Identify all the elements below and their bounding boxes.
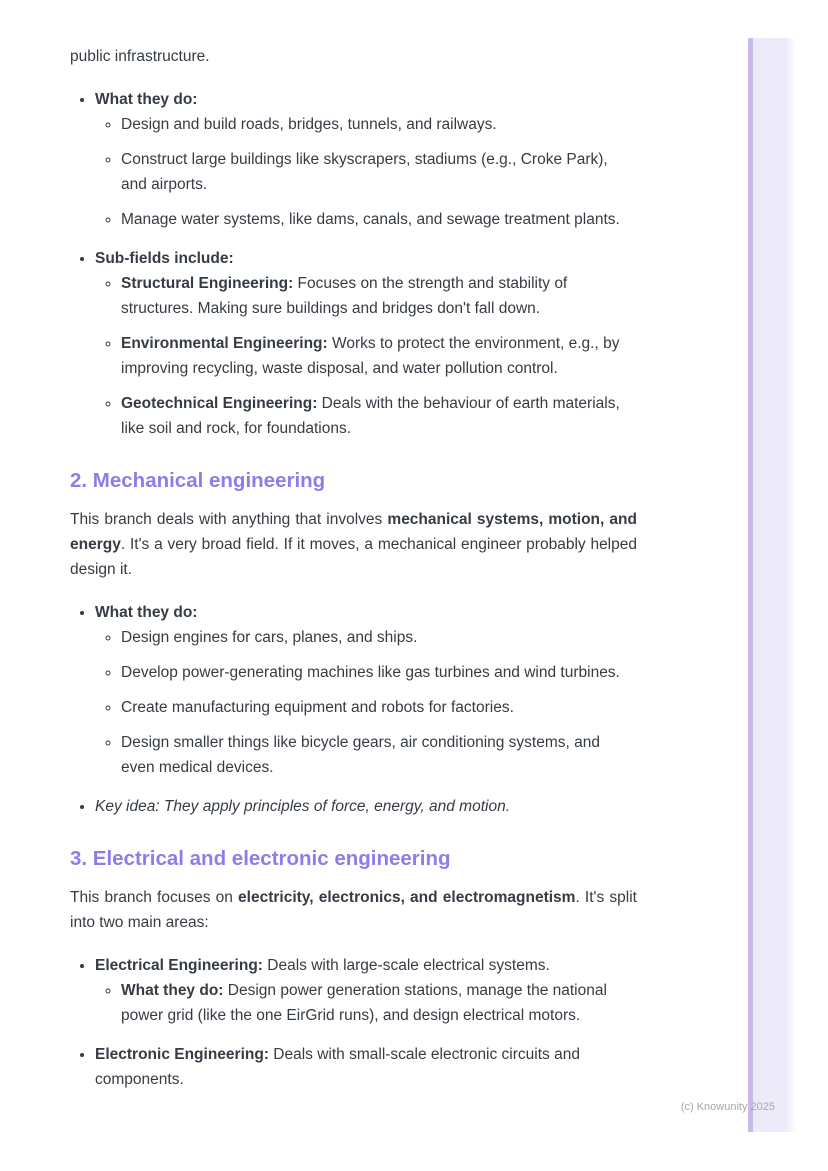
page-content [70,44,637,1118]
list-item-subfields [95,246,637,441]
section-heading-mechanical: 2. Mechanical engineering [70,469,326,492]
list-item [121,391,637,441]
intro-paragraph-fragment: public infrastructure. [70,48,210,65]
term-label: Structural Engineering: [121,275,294,292]
page-edge-panel [753,38,795,1132]
paragraph-text: . It's split into two main areas: [70,889,637,931]
paragraph-text: . It's a very broad field. If it moves, a mechanical engineer probably helped design it. [70,536,637,578]
list-item-text: Develop power-generating machines like gas turbines and wind turbines. [121,664,620,681]
term-definition: Design power generation stations, manage the national power grid (like the one EirGrid runs), and design electrical motors. [121,982,607,1024]
term-definition: Focuses on the strength and stability of structures. Making sure buildings and bridges don't fall down. [121,275,568,317]
electrical-engineering-list [70,953,637,1092]
subfields-sublist [95,271,637,441]
list-label: What they do: [95,604,198,621]
list-item-text: Design engines for cars, planes, and ships. [121,629,418,646]
list-item [121,730,637,780]
list-item-electronic [95,1042,637,1092]
list-item [121,147,637,197]
list-item [121,625,637,650]
term-definition: Deals with the behaviour of earth materials, like soil and rock, for foundations. [121,395,620,437]
term-label: Electronic Engineering: [95,1046,269,1063]
term-definition: Deals with large-scale electrical systems. [262,957,550,974]
what-they-do-sublist [95,625,637,780]
paragraph-bold-text: mechanical systems, motion, and energy [70,511,637,553]
copyright-footer: (c) Knowunity 2025 [680,1101,775,1113]
term-definition: Deals with small-scale electronic circuits and components. [95,1046,580,1088]
paragraph-bold-text: electricity, electronics, and electromagnetism [238,889,576,906]
section-heading-electrical: 3. Electrical and electronic engineering [70,847,451,870]
term-label: Electrical Engineering: [95,957,263,974]
mechanical-engineering-list [70,600,637,819]
key-idea-text: Key idea: They apply principles of force, energy, and motion. [95,798,510,815]
list-item-electrical [95,953,637,1028]
list-item-what-they-do [95,600,637,780]
list-item [121,331,637,381]
list-item [121,112,637,137]
list-item-what-they-do [95,87,637,232]
list-item [121,271,637,321]
list-label: Sub-fields include: [95,250,234,267]
paragraph-text: This branch focuses on [70,889,239,906]
list-item-text: Manage water systems, like dams, canals, and sewage treatment plants. [121,211,620,228]
mechanical-intro-paragraph [70,507,637,582]
list-item [121,660,637,685]
list-item-text: Construct large buildings like skyscrapers, stadiums (e.g., Croke Park), and airports. [121,151,608,193]
electrical-intro-paragraph [70,885,637,935]
list-item [121,207,637,232]
list-item-text: Create manufacturing equipment and robots for factories. [121,699,514,716]
paragraph-text: This branch deals with anything that involves [70,511,388,528]
term-label: Environmental Engineering: [121,335,328,352]
what-they-do-sublist [95,112,637,232]
list-item [121,978,637,1028]
list-item-text: Design and build roads, bridges, tunnels, and railways. [121,116,497,133]
term-definition: Works to protect the environment, e.g., by improving recycling, waste disposal, and water pollution control. [121,335,620,377]
list-label: What they do: [95,91,198,108]
electrical-sublist [95,978,637,1028]
term-label: Geotechnical Engineering: [121,395,318,412]
term-label: What they do: [121,982,224,999]
list-item-text: Design smaller things like bicycle gears, air conditioning systems, and even medical devices. [121,734,600,776]
list-item [121,695,637,720]
list-item-key-idea [95,794,637,819]
civil-engineering-list [70,87,637,441]
